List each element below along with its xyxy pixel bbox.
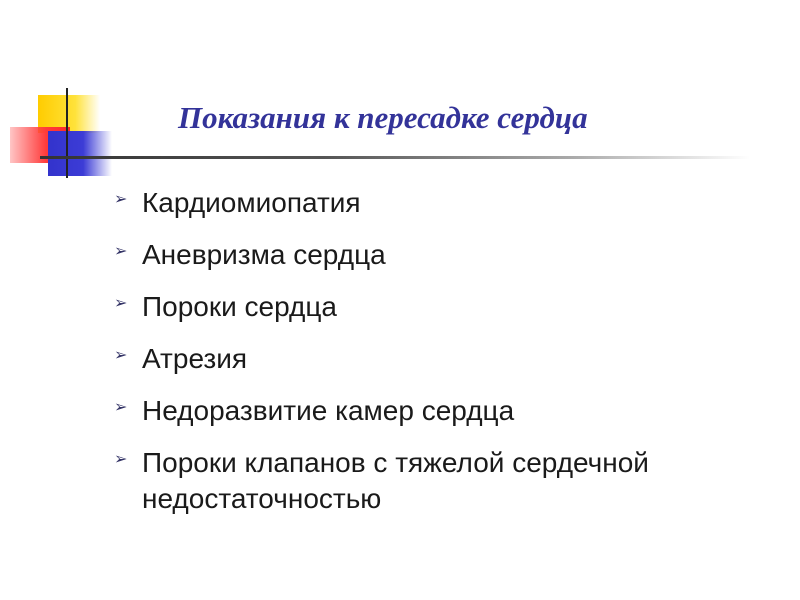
- bullet-arrow-icon: ➢: [114, 191, 128, 208]
- bullet-text: Кардиомиопатия: [142, 187, 361, 218]
- bullet-text: Пороки клапанов с тяжелой сердечной недостаточностью: [142, 447, 649, 514]
- bullet-item-cardiomyopathy: [110, 185, 770, 221]
- slide-title: Показания к пересадке сердца: [178, 100, 588, 135]
- bullet-text: Пороки сердца: [142, 291, 337, 322]
- bullet-text: Недоразвитие камер сердца: [142, 395, 515, 426]
- bullet-item-chamber-underdevelopment: [110, 393, 770, 429]
- bullet-item-heart-defects: [110, 289, 770, 325]
- bullet-list: [110, 185, 770, 533]
- bullet-text: Аневризма сердца: [142, 239, 386, 270]
- bullet-item-valve-defects: [110, 445, 770, 517]
- bullet-arrow-icon: ➢: [114, 451, 128, 468]
- bullet-item-aneurysm: [110, 237, 770, 273]
- bullet-arrow-icon: ➢: [114, 347, 128, 364]
- bullet-item-atresia: [110, 341, 770, 377]
- decorative-vertical-line: [66, 88, 68, 178]
- bullet-arrow-icon: ➢: [114, 295, 128, 312]
- bullet-text: Атрезия: [142, 343, 248, 374]
- bullet-arrow-icon: ➢: [114, 399, 128, 416]
- title-underline: [40, 156, 750, 159]
- bullet-arrow-icon: ➢: [114, 243, 128, 260]
- decorative-blue-square: [48, 131, 112, 176]
